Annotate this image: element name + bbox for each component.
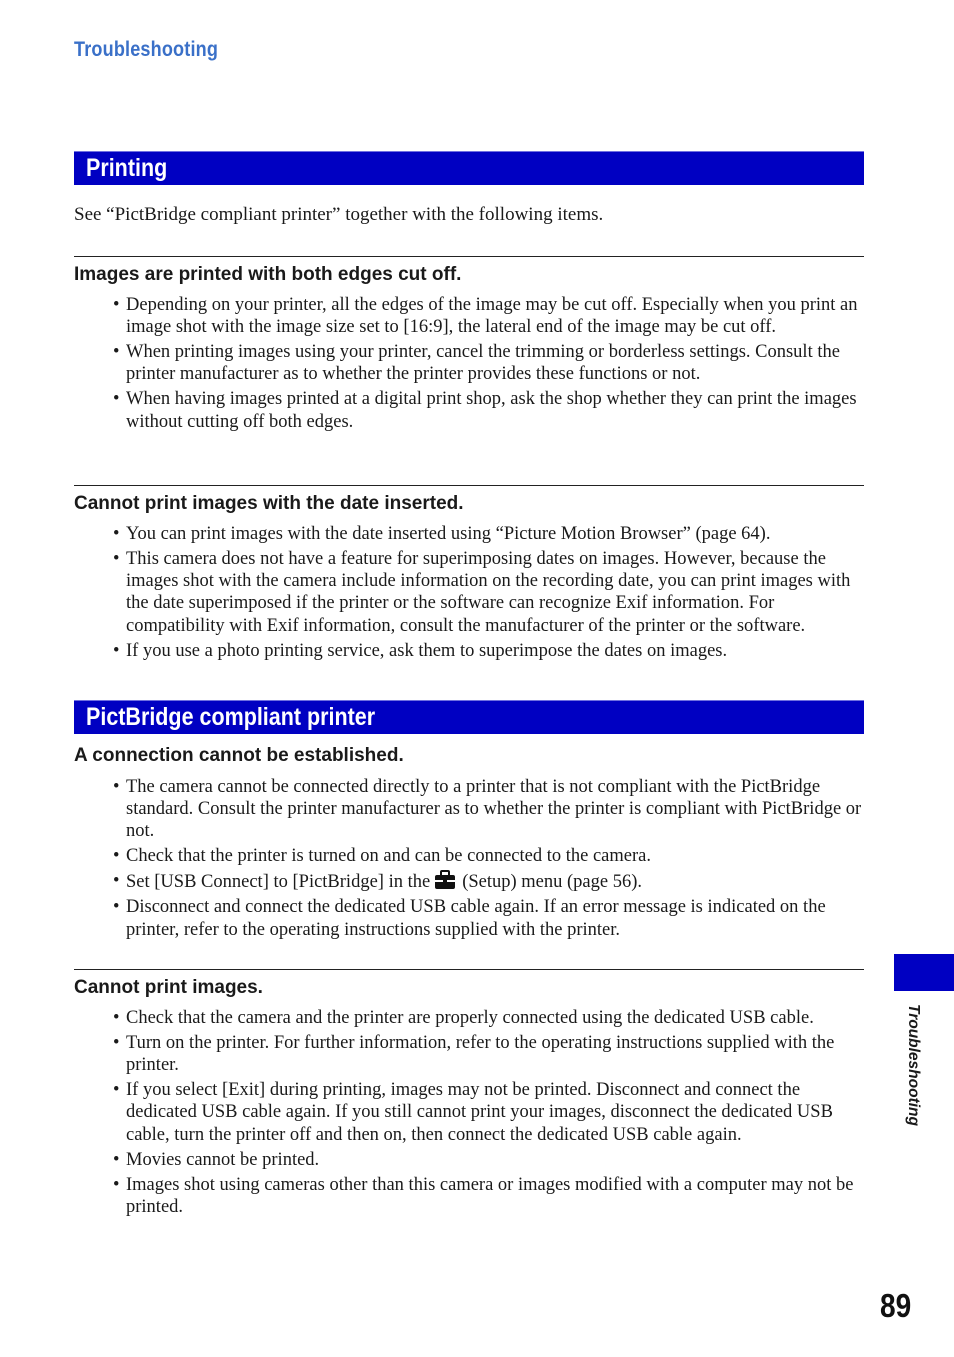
bullet-item: • Movies cannot be printed. [112,1149,864,1171]
bullet-item: • When printing images using your printer, cancel the trimming or borderless settings. Consult the printer manufacturer as to whether the printer provides these functions or not. [112,341,864,385]
bullet-item: • Images shot using cameras other than this camera or images modified with a computer may not be printed. [112,1174,864,1218]
item-heading: Cannot print images. [74,977,263,998]
side-tab-marker [894,954,954,991]
bullet-text: (Setup) menu (page 56). [462,872,642,893]
bullet-item: • If you use a photo printing service, ask them to superimpose the dates on images. [112,640,864,662]
item-heading: Cannot print images with the date inserted. [74,493,464,514]
page-number: 89 [880,1287,912,1324]
running-head: Troubleshooting [74,38,219,61]
section-bar-pictbridge [74,700,864,734]
section-bar-printing [74,151,864,185]
bullet-list [112,294,864,436]
bullet-item: • When having images printed at a digital print shop, ask the shop whether they can print the images without cutting off both edges. [112,388,864,432]
bullet-item: • The camera cannot be connected directly to a printer that is not compliant with the PictBridge standard. Consult the printer manufacturer as to whether the printer is compliant with PictBridge or not. [112,776,864,843]
bullet-item: • Check that the printer is turned on and can be connected to the camera. [112,845,864,867]
bullet-text: Set [USB Connect] to [PictBridge] in the [126,872,431,893]
bullet-item: • If you select [Exit] during printing, images may not be printed. Disconnect and connect the dedicated USB cable again. If you still cannot print your images, disconnect the dedicated USB cable, turn the printer off and then on, then connect the dedicated USB cable again. [112,1079,864,1146]
divider-rule [74,256,864,257]
bullet-item [112,870,864,893]
section-title: PictBridge compliant printer [86,703,376,731]
item-heading: A connection cannot be established. [74,745,404,766]
bullet-item: • Depending on your printer, all the edges of the image may be cut off. Especially when you print an image shot with the image size set to [16:9], the lateral end of the image may be cut off. [112,294,864,338]
divider-rule [74,969,864,970]
setup-toolbox-icon [434,870,456,890]
bullet-list [112,1007,864,1221]
section-title: Printing [86,154,168,182]
bullet-item: • You can print images with the date inserted using “Picture Motion Browser” (page 64). [112,523,864,545]
bullet-item: • This camera does not have a feature for superimposing dates on images. However, because the images shot with the camera include information on the recording date, you can print images with the date superimposed if the printer or the software can recognize Exif information. For compatibility with Exif information, consult the manufacturer of the printer or the software. [112,548,864,637]
side-tab-text: Troubleshooting [905,1004,922,1126]
side-tab-label [901,1004,927,1144]
bullet-item: • Turn on the printer. For further information, refer to the operating instructions supplied with the printer. [112,1032,864,1076]
bullet-list [112,776,864,944]
bullet-list [112,523,864,665]
bullet-item: • Disconnect and connect the dedicated USB cable again. If an error message is indicated on the printer, refer to the operating instructions supplied with the printer. [112,896,864,940]
section-intro: See “PictBridge compliant printer” together with the following items. [74,204,604,225]
bullet-item: • Check that the camera and the printer are properly connected using the dedicated USB cable. [112,1007,864,1029]
divider-rule [74,485,864,486]
item-heading: Images are printed with both edges cut off. [74,264,462,285]
